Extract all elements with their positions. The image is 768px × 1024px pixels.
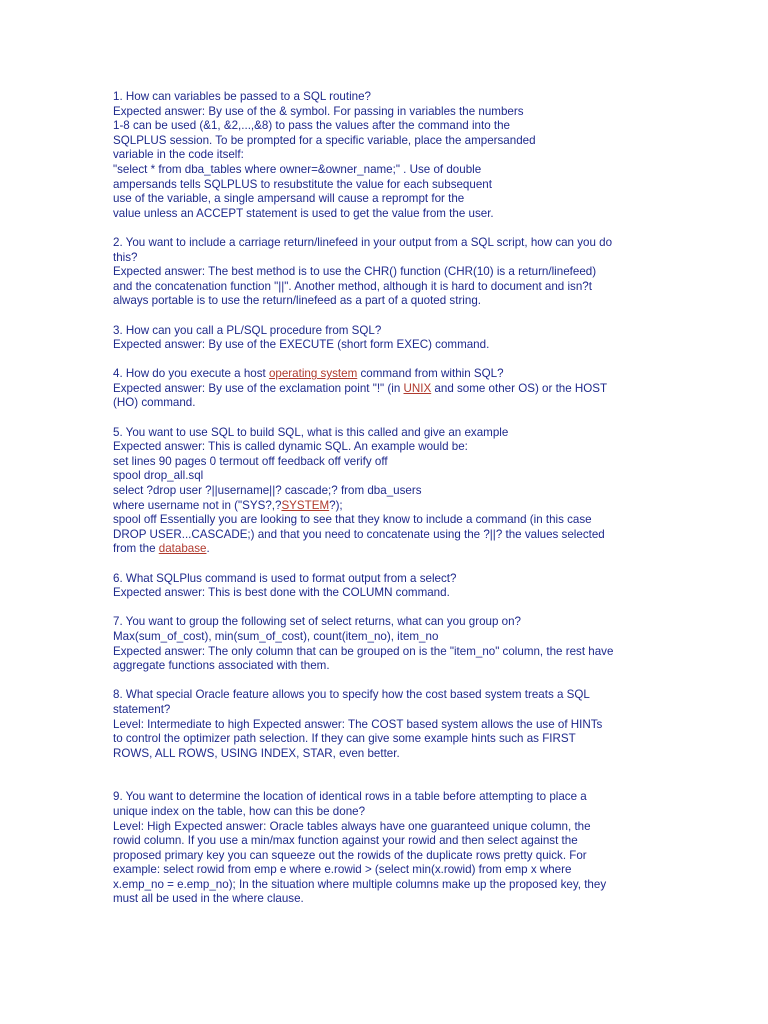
q5-text: ?); [329, 498, 343, 512]
question-1 [113, 90, 658, 221]
q4-line [113, 382, 658, 397]
q5-text: . [206, 542, 210, 556]
unix-link[interactable]: UNIX [403, 381, 432, 395]
q5-line [113, 542, 658, 557]
q3-line: Expected answer: By use of the EXECUTE (short form EXEC) command. [113, 338, 490, 352]
q9-line: unique index on the table, how can this be done? [113, 804, 366, 818]
question-3 [113, 324, 658, 353]
q1-line: SQLPLUS session. To be prompted for a specific variable, place the ampersanded [113, 133, 536, 147]
q2-line: 2. You want to include a carriage return/linefeed in your output from a SQL script, how can you do [113, 235, 613, 249]
q4-text: command from within SQL? [357, 367, 504, 381]
q2-line: always portable is to use the return/linefeed as a part of a quoted string. [113, 294, 481, 308]
q5-line [113, 499, 658, 514]
q6-line: 6. What SQLPlus command is used to format output from a select? [113, 571, 457, 585]
q8-line: statement? [113, 702, 171, 716]
q5-text: from the [113, 542, 159, 556]
q5-line: Expected answer: This is called dynamic SQL. An example would be: [113, 440, 468, 454]
system-link[interactable]: SYSTEM [281, 498, 330, 512]
q7-line: aggregate functions associated with them. [113, 659, 330, 673]
q4-line [113, 367, 658, 382]
q5-line: spool drop_all.sql [113, 469, 204, 483]
q8-line: to control the optimizer path selection. If they can give some example hints such as FIRST [113, 732, 576, 746]
q4-text: Expected answer: By use of the exclamation point "!" (in [113, 381, 404, 395]
q2-line: and the concatenation function "||". Another method, although it is hard to document and isn?t [113, 279, 592, 293]
q5-text: where username not in ("SYS?,? [113, 498, 282, 512]
q1-line: value unless an ACCEPT statement is used to get the value from the user. [113, 206, 494, 220]
q9-line: must all be used in the where clause. [113, 892, 304, 906]
q8-line: 8. What special Oracle feature allows you to specify how the cost based system treats a SQL [113, 688, 590, 702]
q3-line: 3. How can you call a PL/SQL procedure from SQL? [113, 323, 382, 337]
q1-line: 1. How can variables be passed to a SQL routine? [113, 90, 372, 103]
question-4 [113, 367, 658, 411]
q4-text: 4. How do you execute a host [113, 367, 269, 381]
q7-line: Max(sum_of_cost), min(sum_of_cost), count(item_no), item_no [113, 629, 439, 643]
q8-line: Level: Intermediate to high Expected answer: The COST based system allows the use of HINTs [113, 717, 603, 731]
q5-line: 5. You want to use SQL to build SQL, what is this called and give an example [113, 425, 509, 439]
question-2 [113, 236, 658, 309]
database-link[interactable]: database [158, 542, 207, 556]
q2-line: Expected answer: The best method is to use the CHR() function (CHR(10) is a return/linefeed) [113, 265, 597, 279]
q5-line: select ?drop user ?||username||? cascade;? from dba_users [113, 484, 422, 498]
q1-line: use of the variable, a single ampersand will cause a reprompt for the [113, 192, 465, 206]
question-9 [113, 790, 658, 907]
q7-line: 7. You want to group the following set of select returns, what can you group on? [113, 615, 521, 629]
question-7 [113, 615, 658, 673]
q1-line: 1-8 can be used (&1, &2,...,&8) to pass the values after the command into the [113, 119, 510, 133]
document-page [113, 90, 658, 922]
question-5 [113, 426, 658, 557]
q1-line: ampersands tells SQLPLUS to resubstitute the value for each subsequent [113, 177, 492, 191]
question-8 [113, 688, 658, 761]
q8-line: ROWS, ALL ROWS, USING INDEX, STAR, even better. [113, 746, 400, 760]
q7-line: Expected answer: The only column that can be grouped on is the "item_no" column, the rest have [113, 644, 614, 658]
q1-line: "select * from dba_tables where owner=&owner_name;" . Use of double [113, 162, 482, 176]
q9-line: example: select rowid from emp e where e.rowid > (select min(x.rowid) from emp x where [113, 863, 572, 877]
question-6 [113, 572, 658, 601]
q1-line: Expected answer: By use of the & symbol. For passing in variables the numbers [113, 104, 524, 118]
q5-line: DROP USER...CASCADE;) and that you need to concatenate using the ?||? the values selected [113, 527, 605, 541]
q9-line: Level: High Expected answer: Oracle tables always have one guaranteed unique column, the [113, 819, 591, 833]
q1-line: variable in the code itself: [113, 148, 244, 162]
q9-line: 9. You want to determine the location of identical rows in a table before attempting to place a [113, 790, 587, 804]
q5-line: set lines 90 pages 0 termout off feedback off verify off [113, 454, 388, 468]
q5-line: spool off Essentially you are looking to see that they know to include a command (in this case [113, 513, 592, 527]
q2-line: this? [113, 250, 138, 264]
q4-line: (HO) command. [113, 396, 196, 410]
q9-line: proposed primary key you can squeeze out the rowids of the duplicate rows pretty quick. For [113, 848, 587, 862]
q9-line: rowid column. If you use a min/max function against your rowid and then select against the [113, 834, 578, 848]
q4-text: and some other OS) or the HOST [431, 381, 608, 395]
q9-line: x.emp_no = e.emp_no); In the situation where multiple columns make up the proposed key, they [113, 877, 607, 891]
q6-line: Expected answer: This is best done with the COLUMN command. [113, 586, 450, 600]
operating-system-link[interactable]: operating system [268, 367, 358, 381]
